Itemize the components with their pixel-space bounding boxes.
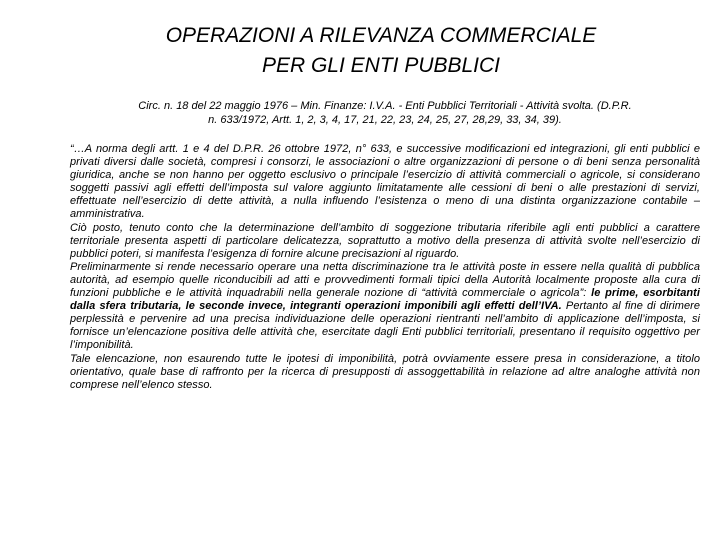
paragraph-3-bold: le prime, esorbitanti dalla sfera tributaria, le seconde invece, integranti operazioni imponibili agli effetti dell’IVA. (70, 287, 700, 313)
paragraph-3 (70, 261, 700, 353)
paragraph-4: Tale elencazione, non esaurendo tutte le ipotesi di imponibilità, potrà ovviamente essere presa in considerazione, a titolo orientativo, quale base di raffronto per la ricerca di presupposti di assoggettabilità in relazione ad altre analoghe attività non comprese nell’elenco stesso. (70, 352, 700, 391)
citation (70, 99, 700, 127)
title-line-1: OPERAZIONI A RILEVANZA COMMERCIALE (165, 24, 597, 47)
body-text (70, 143, 700, 392)
page-title (70, 0, 700, 81)
paragraph-1: “…A norma degli artt. 1 e 4 del D.P.R. 26 ottobre 1972, n° 633, e successive modificazioni ed integrazioni, gli enti pubblici e privati diversi dalle società, compresi i consorzi, le associazioni o altre organizzazioni di persone o di beni senza personalità giuridica, anche se non hanno per oggetto esclusivo o principale l’esercizio di attività commerciali o agricole, si considerano soggetti passivi agli effetti dell’imposta sul valore aggiunto limitatamente alle cessioni di beni o alle prestazioni di servizi, effettuate nell’esercizio di dette attività, a nulla influendo l’esistenza o meno di una distinta organizzazione contabile – amministrativa. (70, 143, 700, 221)
paragraph-3-intro: Preliminarmente si rende necessario operare una netta discriminazione tra le attività poste in essere nella qualità di pubblica autorità, ad esempio quelle riconducibili ad atti e provvedimenti formali tipici della Autorità localmente proposte alla cura di funzioni pubbliche e le attività inquadrabili nella generale nozione di “attività commerciale o agricola”: (70, 260, 700, 300)
paragraph-2: Ciò posto, tenuto conto che la determinazione dell’ambito di soggezione tributaria riferibile agli enti pubblici a carattere territoriale presenta aspetti di particolare delicatezza, soprattutto a motivo della presenza di attività svolte nell’esercizio di pubblici poteri, si manifesta l’esigenza di fornire alcune precisazioni al riguardo. (70, 221, 700, 260)
citation-line-1: Circ. n. 18 del 22 maggio 1976 – Min. Finanze: I.V.A. - Enti Pubblici Territoriali - Attività svolta. (D.P.R. (138, 100, 632, 112)
title-line-2: PER GLI ENTI PUBBLICI (261, 54, 501, 77)
paragraph-3-rest: Pertanto al fine di dirimere perplessità e pervenire ad una precisa individuazione delle operazioni rientranti nell’ambito di applicazione dell’imposta, si fornisce un’elencazione positiva delle attività che, esercitate dagli Enti pubblici territoriali, presentano il requisito oggettivo per l’imponibilità. (70, 300, 700, 352)
citation-line-2: n. 633/1972, Artt. 1, 2, 3, 4, 17, 21, 22, 23, 24, 25, 27, 28,29, 33, 34, 39). (208, 114, 562, 126)
